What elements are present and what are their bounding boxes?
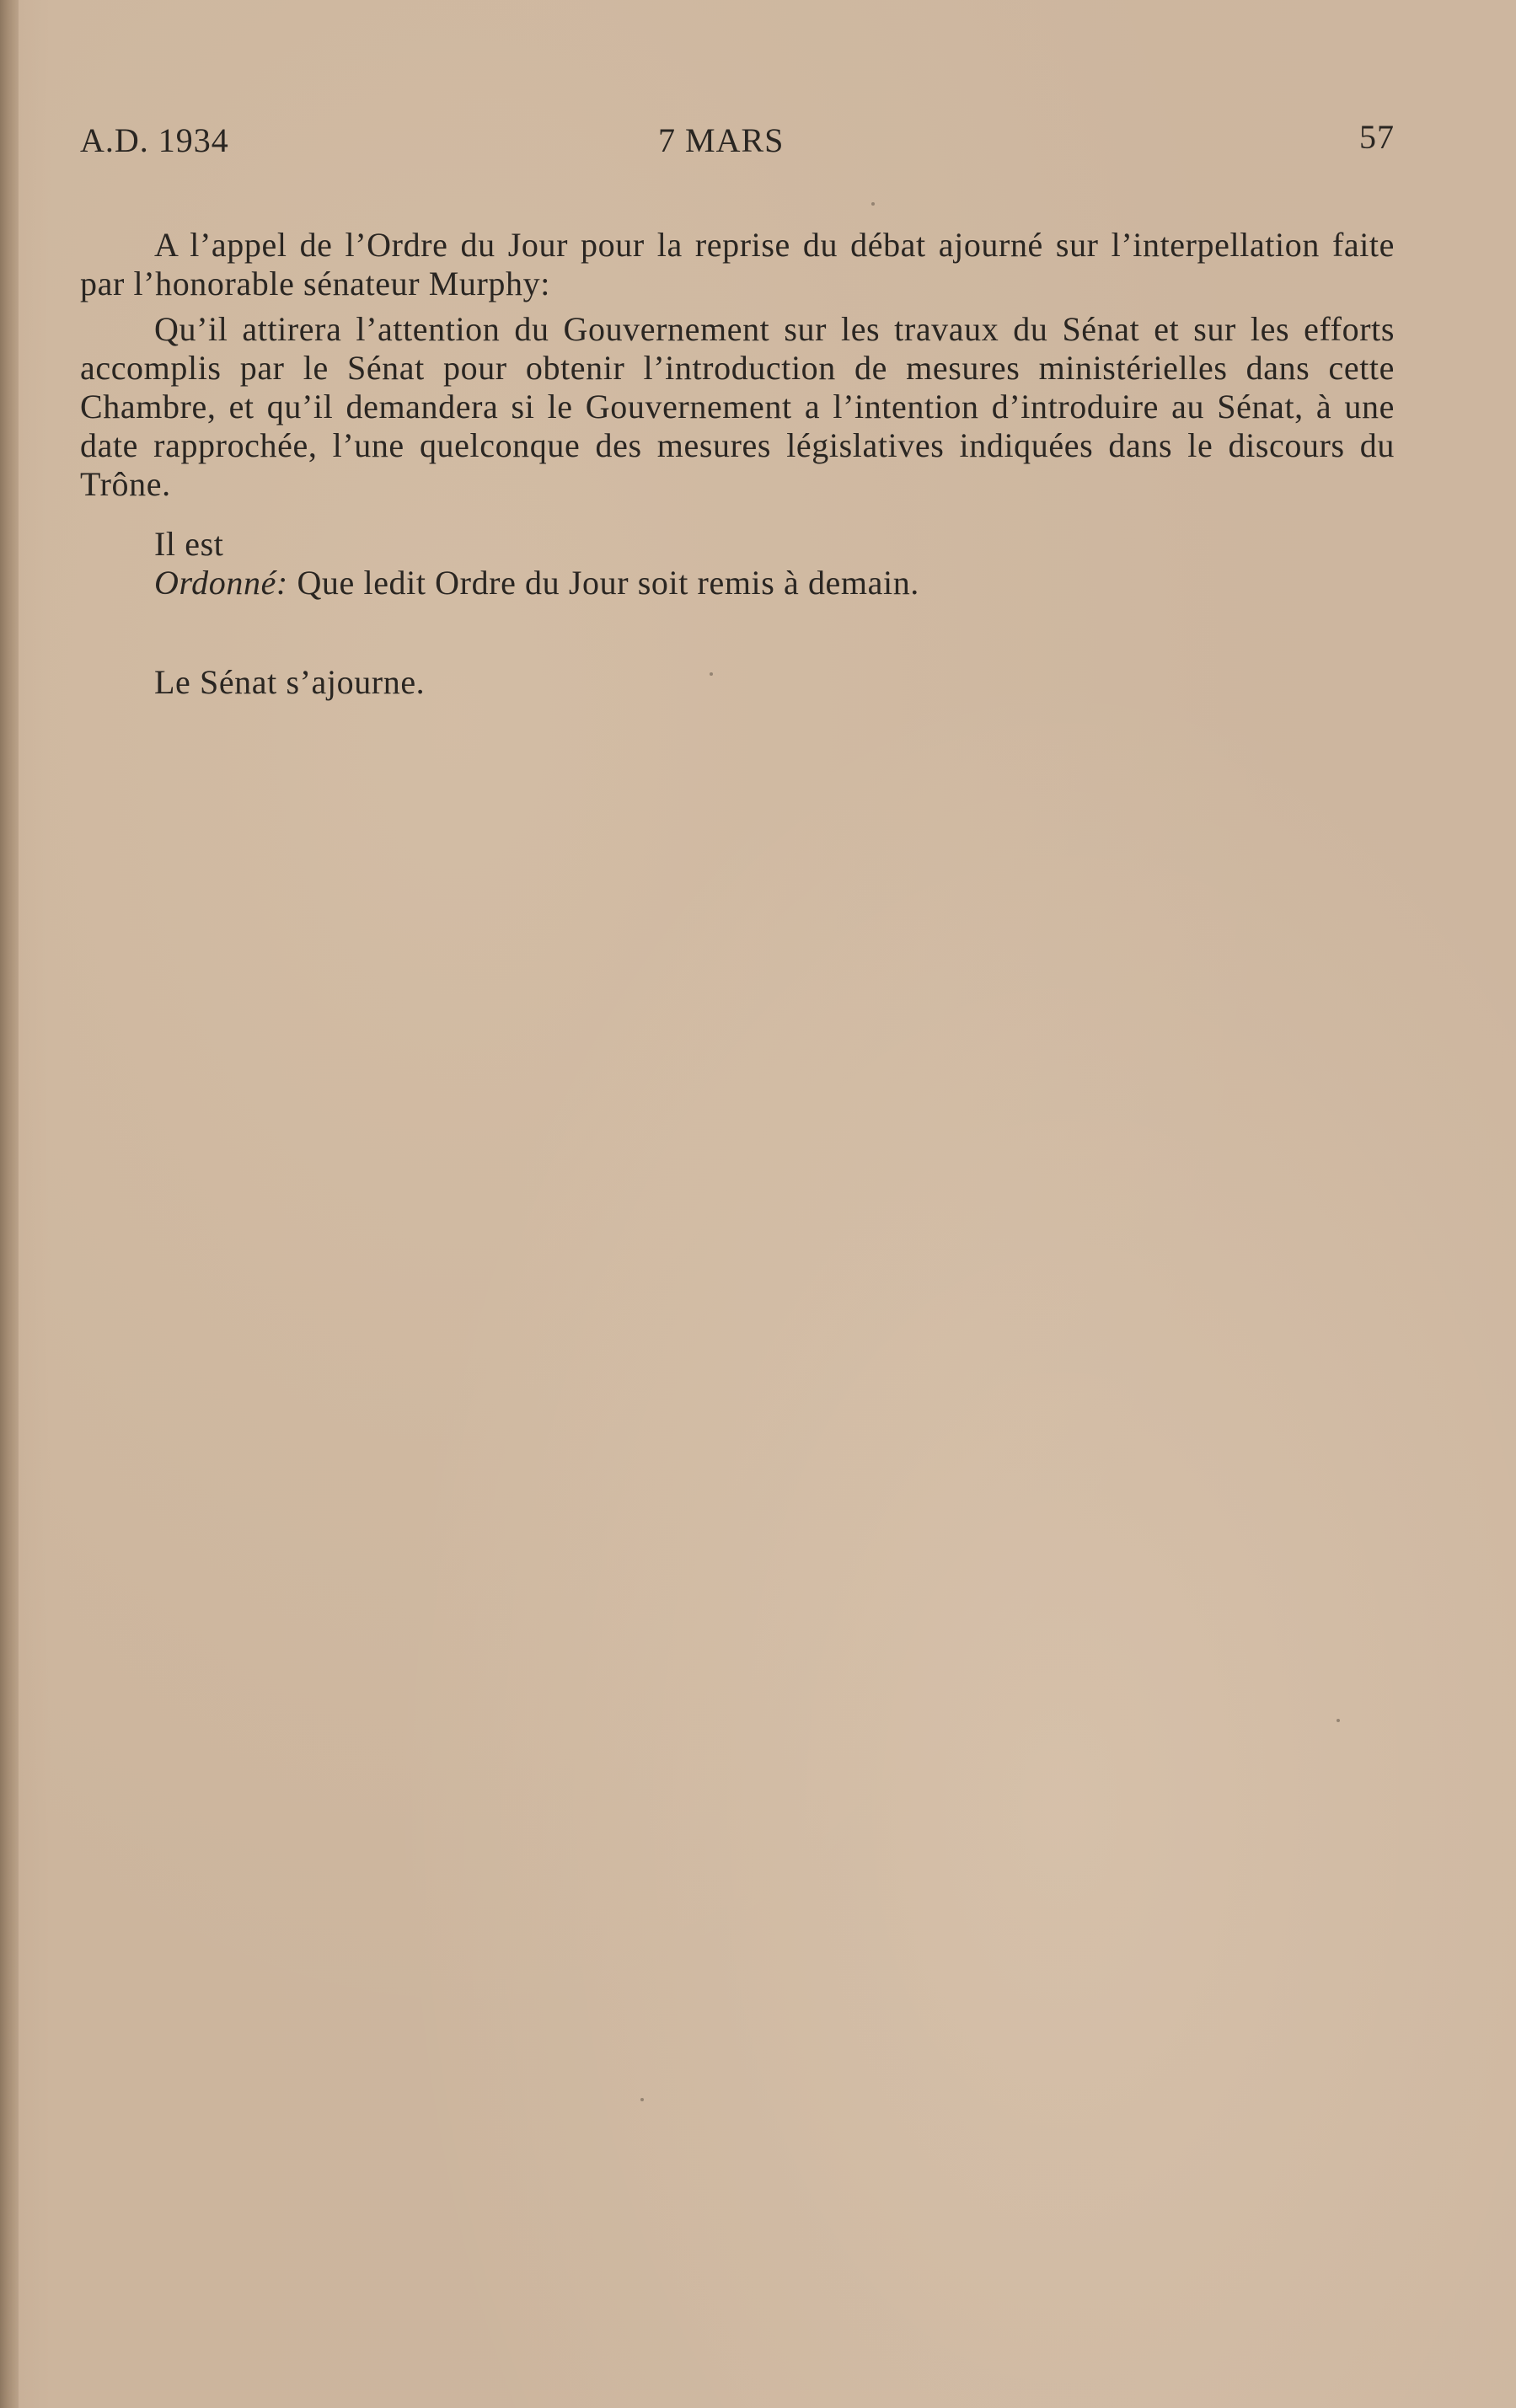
paragraph-order-of-day: A l’appel de l’Ordre du Jour pour la reprise du débat ajourné sur l’interpellation faite par l’honorable sénateur Murphy: [80,226,1395,302]
book-spine-shadow [0,0,19,2408]
page-number: 57 [1359,118,1395,156]
ordonne-label: Ordonné: [154,564,288,602]
paper-speck [871,202,875,206]
paper-speck [710,672,713,676]
running-header [80,120,1395,171]
paper-speck [640,2098,644,2101]
adjournment-line: Le Sénat s’ajourne. [154,663,426,701]
ordonne-text: Que ledit Ordre du Jour soit remis à demain. [287,564,919,602]
ordonne-line [154,563,919,602]
header-year: A.D. 1934 [80,121,229,159]
paper-speck [1337,1719,1340,1722]
header-date: 7 MARS [658,121,785,159]
body-text [80,226,1395,511]
paragraph-interpellation: Qu’il attirera l’attention du Gouvernement sur les travaux du Sénat et sur les efforts accomplis par le Sénat pour obtenir l’introduction de mesures ministérielles dans cette Chambre, et qu’il demandera si le Gouvernement a l’intention d’introduire au Sénat, à une date rapprochée, l’une quelconque des mesures législatives indiquées dans le discours du Trône. [80,310,1395,503]
il-est: Il est [154,525,224,563]
